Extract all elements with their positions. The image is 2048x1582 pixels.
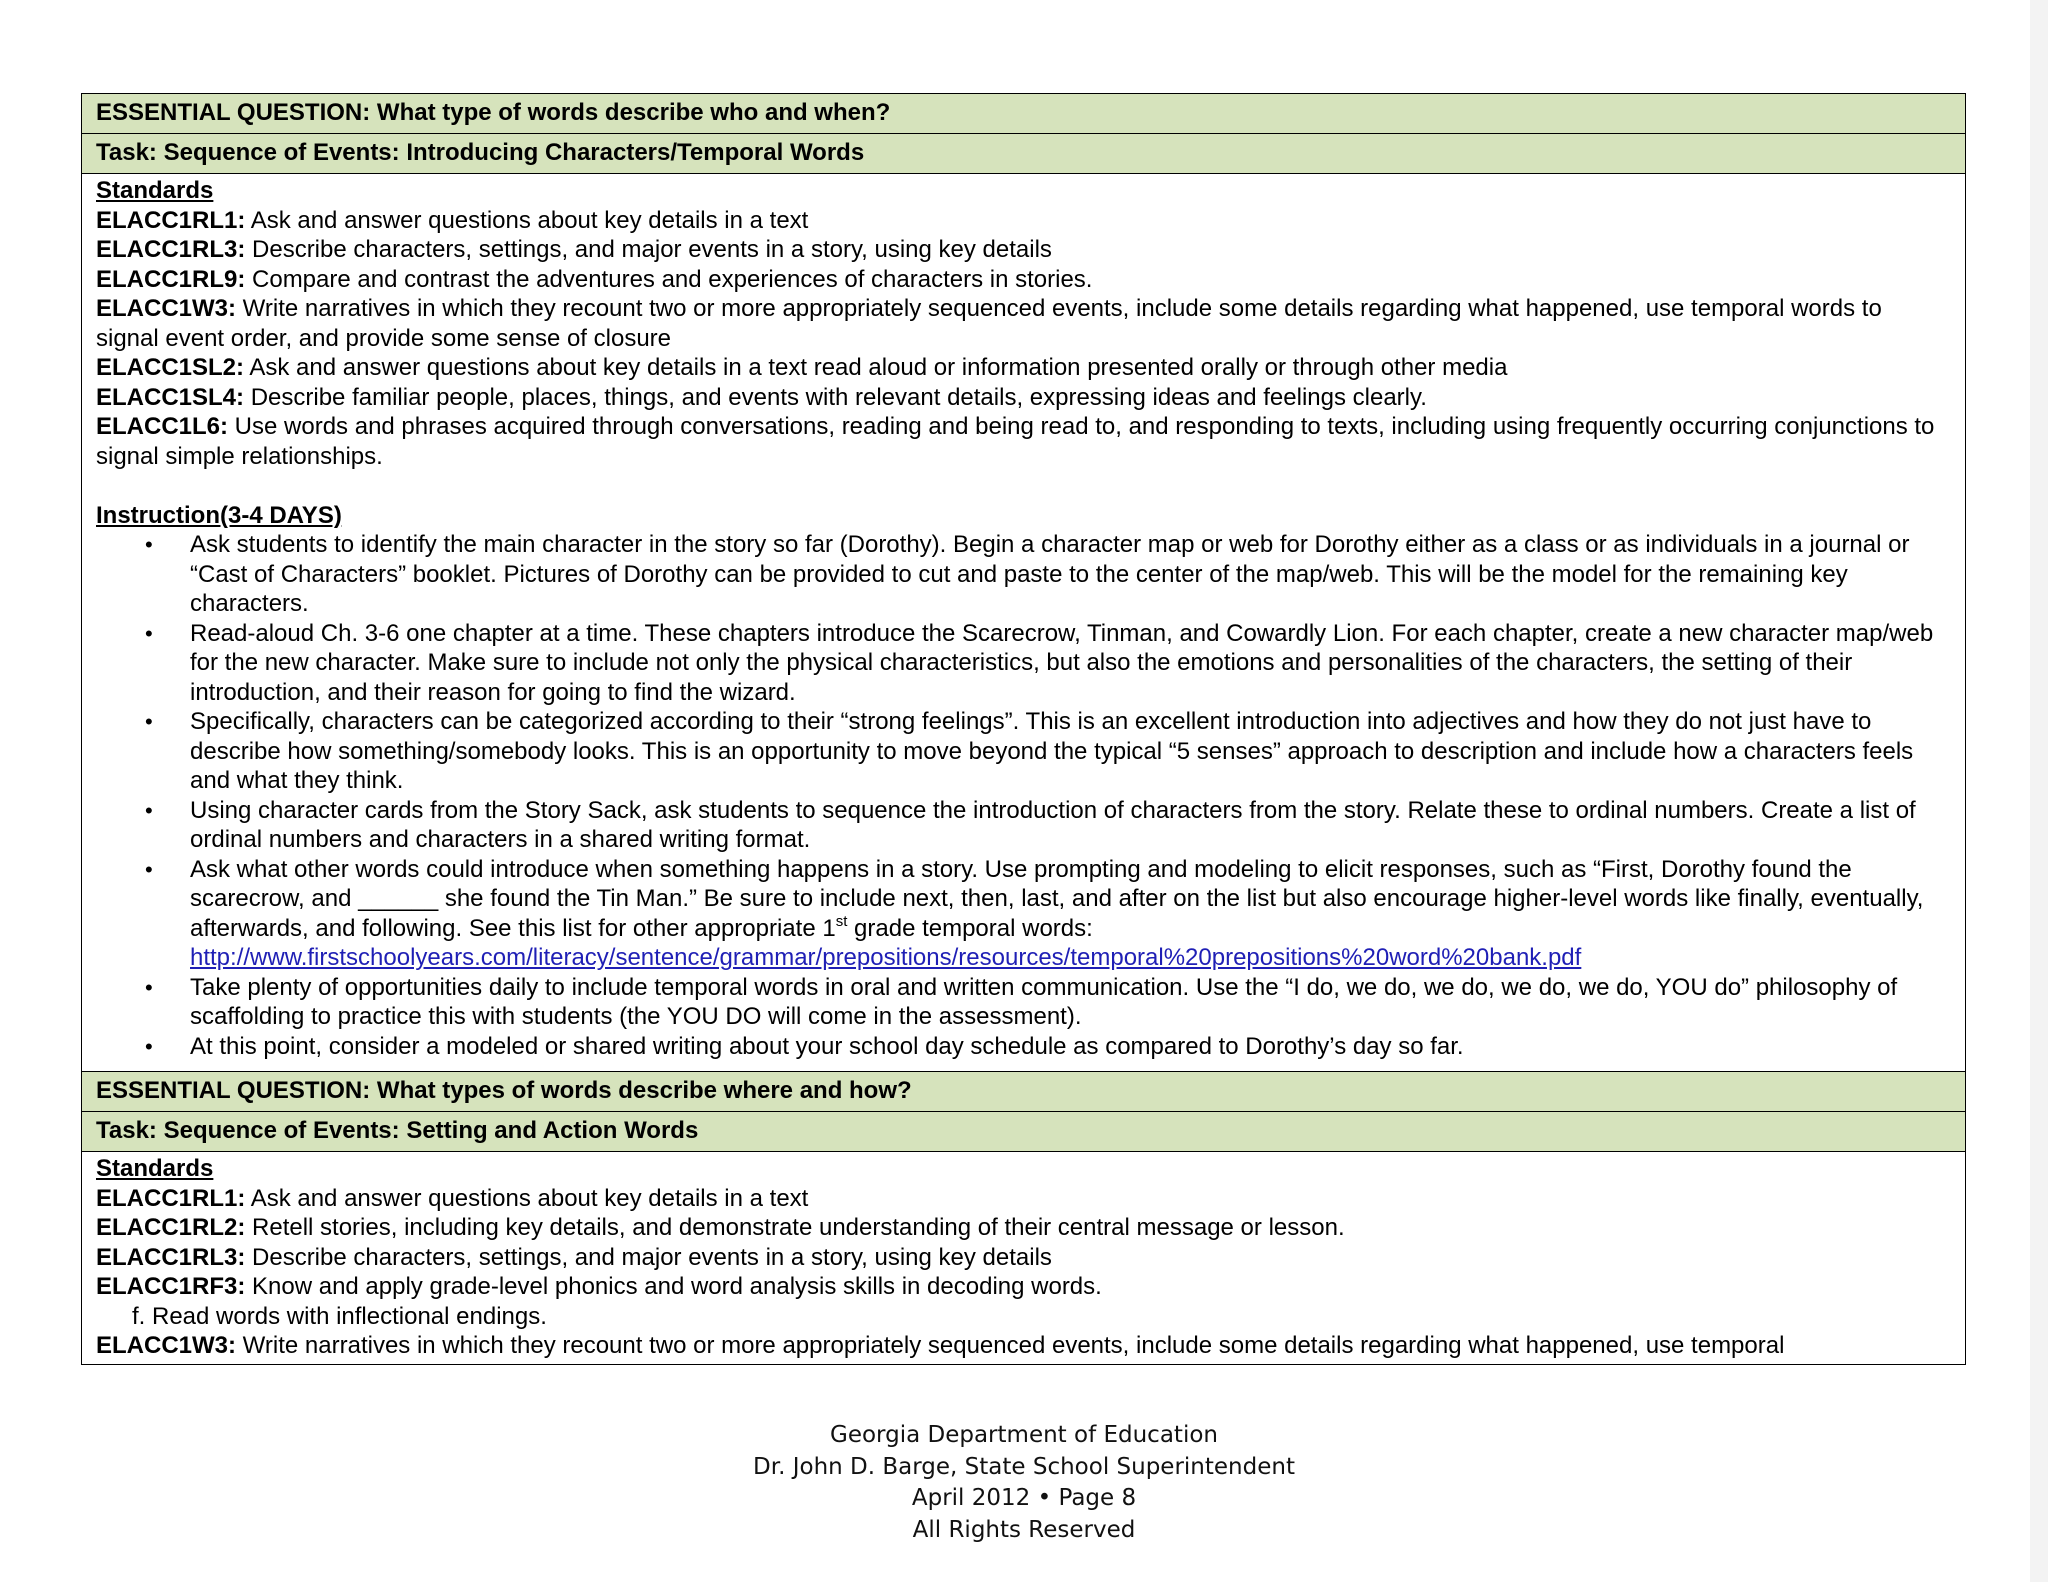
footer-date-page: April 2012 • Page 8 [911,1485,1137,1511]
task-body-2 [82,1152,1965,1364]
standard-text: Describe familiar people, places, things, and events with relevant details, expressing ideas and feelings clearly. [244,383,1427,411]
instruction-heading: Instruction(3-4 DAYS) [96,501,342,529]
standard-code: ELACC1SL4: [96,383,245,411]
curriculum-table [81,93,1966,1365]
standard-item [96,206,1951,236]
task-body-1 [82,174,1965,1072]
standard-text: Write narratives in which they recount two or more appropriately sequenced events, include some details regarding what happened, use temporal words to signal event order, and provide some sense of closure [96,295,1882,352]
standard-text: Compare and contrast the adventures and experiences of characters in stories. [245,265,1093,293]
standard-code: ELACC1RF3: [96,1273,246,1300]
spacer [96,471,1951,501]
standard-text: Ask and answer questions about key details in a text [245,206,809,234]
standard-item [96,383,1951,413]
footer-rights: All Rights Reserved [912,1516,1136,1543]
ordinal-suffix: st [835,912,848,930]
instruction-item: • Ask students to identify the main character in the story so far (Dorothy). Begin a character map or web for Dorothy either as a class or as individuals in a journal or “Cast of Characters” booklet. Pictures of Dorothy can be provided to cut and paste to the center of the map/web. This will be the model for the remaining key characters. [190,530,1951,619]
standard-code: ELACC1RL1: [96,206,246,234]
standard-item [96,235,1951,265]
standard-code: ELACC1RL1: [96,1184,246,1212]
standard-text: Know and apply grade-level phonics and word analysis skills in decoding words. [245,1273,1102,1300]
standard-text: Retell stories, including key details, and demonstrate understanding of their central message or lesson. [245,1214,1345,1241]
footer-superintendent: Dr. John D. Barge, State School Superintendent [753,1453,1295,1480]
standards-heading: Standards [96,1155,214,1182]
page-edge-strip [2030,0,2048,1582]
essential-question-1: ESSENTIAL QUESTION: What type of words describe who and when? [82,94,1965,134]
instruction-item: • Using character cards from the Story Sack, ask students to sequence the introduction of characters from the story. Relate these to ordinal numbers. Create a list of ordinal numbers and characters in a shared writing format. [190,796,1951,855]
footer-org: Georgia Department of Education [830,1422,1218,1448]
standard-item [96,412,1951,471]
task-heading-2: Task: Sequence of Events: Setting and Action Words [82,1112,1965,1152]
standard-text: Describe characters, settings, and major events in a story, using key details [245,236,1052,263]
standard-text: Ask and answer questions about key details in a text read aloud or information presented orally or through other media [244,354,1508,381]
essential-question-2: ESSENTIAL QUESTION: What types of words describe where and how? [82,1072,1965,1112]
standard-item [96,265,1951,295]
standard-item [96,1331,1951,1361]
standard-item [96,1184,1951,1214]
standard-text: Use words and phrases acquired through conversations, reading and being read to, and responding to texts, including using frequently occurring conjunctions to signal simple relationships. [96,413,1935,470]
standard-item [96,1272,1951,1302]
standard-code: ELACC1L6: [96,413,229,440]
standards-list [96,206,1951,472]
instruction-text: Ask what other words could introduce when something happens in a story. Use prompting and modeling to elicit responses, such as “First, Dorothy found the scarecrow, and ______ she found the Tin Man.” Be sure to include next, then, last, and after on the list but also encourage higher-level words like finally, eventually, afterwards, and following. See this list for other appropriate 1 [190,855,1924,942]
standard-item [96,1243,1951,1273]
instruction-list [96,530,1951,1061]
standard-text: Write narratives in which they recount two or more appropriately sequenced events, include some details regarding what happened, use temporal [236,1332,1785,1359]
standard-code: ELACC1RL2: [96,1214,246,1241]
instruction-item: • Specifically, characters can be categorized according to their “strong feelings”. This is an excellent introduction into adjectives and how they do not just have to describe how something/somebody looks. This is an opportunity to move beyond the typical “5 senses” approach to description and include how a characters feels and what they think. [190,707,1951,796]
standard-item [96,294,1951,353]
sub-standard: f. Read words with inflectional endings. [132,1302,547,1330]
standard-item [96,353,1951,383]
standard-code: ELACC1RL3: [96,1243,246,1271]
instruction-text: grade temporal words: [847,914,1093,942]
instruction-item: • Take plenty of opportunities daily to include temporal words in oral and written communication. Use the “I do, we do, we do, we do, we do, YOU do” philosophy of scaffolding to practice this with students (the YOU DO will come in the assessment). [190,973,1951,1032]
instruction-item: • At this point, consider a modeled or shared writing about your school day schedule as compared to Dorothy’s day so far. [190,1032,1951,1062]
standard-code: ELACC1W3: [96,1332,237,1359]
instruction-item: • Read-aloud Ch. 3-6 one chapter at a time. These chapters introduce the Scarecrow, Tinman, and Cowardly Lion. For each chapter, create a new character map/web for the new character. Make sure to include not only the physical characteristics, but also the emotions and personalities of the characters, the setting of their introduction, and their reason for going to find the wizard. [190,619,1951,708]
standards-heading: Standards [96,177,214,204]
standard-code: ELACC1RL9: [96,265,246,293]
standard-item [96,1213,1951,1243]
page-footer [0,1420,2048,1546]
standard-code: ELACC1SL2: [96,354,245,381]
temporal-words-link[interactable]: http://www.firstschoolyears.com/literacy/sentence/grammar/prepositions/resources/temporal%20prepositions%20word%20bank.pdf [190,944,1582,971]
standard-code: ELACC1W3: [96,295,237,322]
standard-code: ELACC1RL3: [96,236,246,263]
standard-text: Describe characters, settings, and major events in a story, using key details [245,1243,1052,1271]
standard-text: Ask and answer questions about key details in a text [245,1184,809,1212]
task-heading-1: Task: Sequence of Events: Introducing Characters/Temporal Words [82,134,1965,174]
instruction-item [190,855,1951,973]
